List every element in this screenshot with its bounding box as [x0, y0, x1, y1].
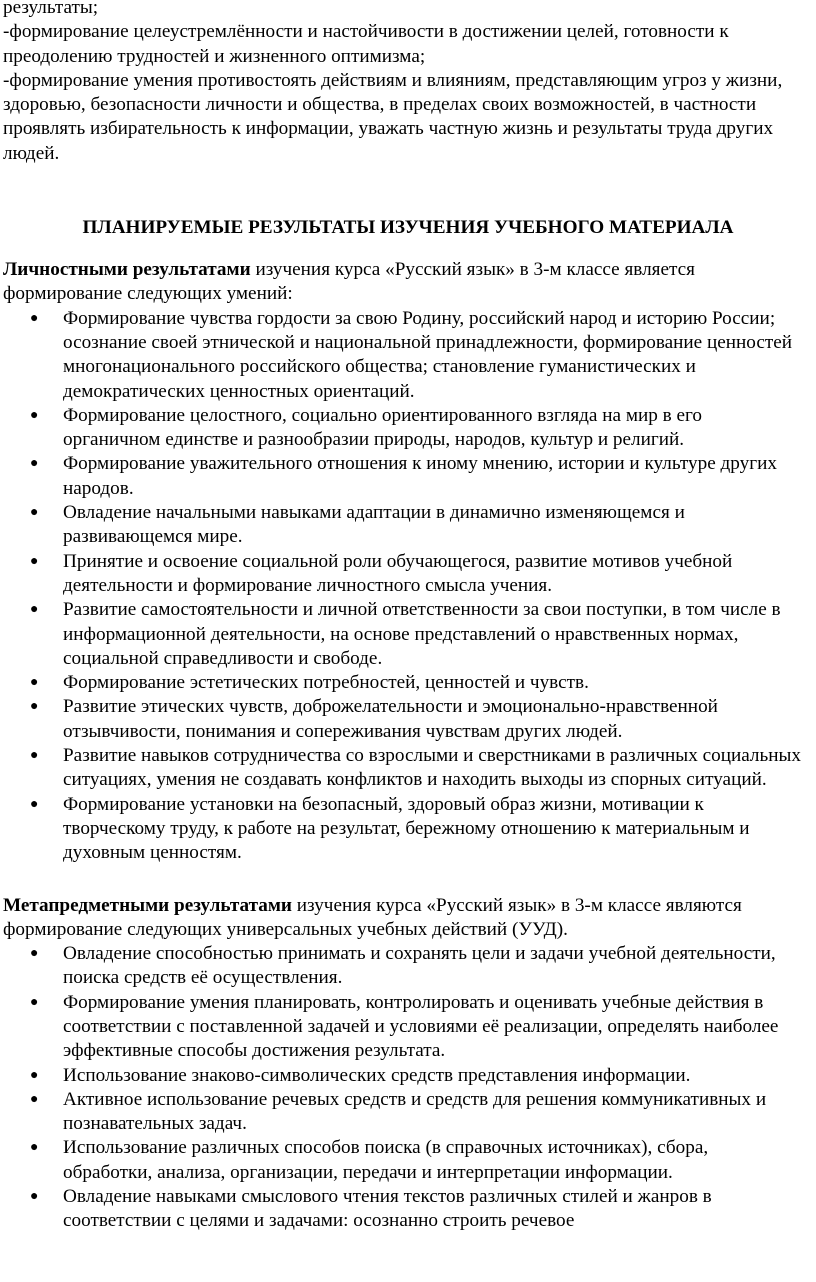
bullet-icon: ● [30, 505, 39, 521]
intro-block [0, 0, 816, 166]
list-item-text: Формирование эстетических потребностей, ценностей и чувств. [63, 672, 589, 694]
personal-results-lead-rest: изучения курса «Русский язык» в 3-м классе является формирование следующих умений: [3, 259, 695, 305]
list-item-text: Развитие самостоятельности и личной ответственности за свои поступки, в том числе в информационной деятельности, на основе представлений о нравственных нормах, социальной справедливости и свободе. [63, 599, 781, 669]
bullet-icon: ● [30, 456, 39, 472]
list-item [0, 1088, 816, 1137]
list-item-text: Формирование установки на безопасный, здоровый образ жизни, мотивации к творческому труду, к работе на результат, бережному отношению к материальным и духовным ценностям. [63, 793, 750, 864]
list-item [0, 404, 816, 453]
intro-paragraph: результаты; [3, 0, 99, 18]
list-item [0, 793, 816, 866]
list-item-text: Развитие навыков сотрудничества со взрослыми и сверстниками в различных социальных ситуациях, умения не создавать конфликтов и находить выходы из спорных ситуаций. [63, 745, 801, 791]
bullet-icon: ● [30, 310, 39, 326]
list-item-text: Использование знаково-символических средств представления информации. [63, 1064, 691, 1086]
intro-paragraph: -формирование умения противостоять действиям и влияниям, представляющим угроз у жизни, здоровью, безопасности личности и общества, в пределах своих возможностей, в частности проявлять избирательность к информации, уважать частную жизнь и результаты труда других людей. [3, 69, 783, 164]
list-item-text: Принятие и освоение социальной роли обучающегося, развитие мотивов учебной деятельности и формирование личностного смысла учения. [63, 550, 733, 596]
bullet-icon: ● [30, 699, 39, 715]
list-item [0, 1136, 816, 1185]
list-item [0, 991, 816, 1064]
list-item [0, 1185, 816, 1234]
section-heading: ПЛАНИРУЕМЫЕ РЕЗУЛЬТАТЫ ИЗУЧЕНИЯ УЧЕБНОГО МАТЕРИАЛА [82, 217, 734, 239]
bullet-icon: ● [30, 553, 39, 569]
list-item [0, 1064, 816, 1088]
list-item [0, 550, 816, 599]
list-item-text: Развитие этических чувств, доброжелательности и эмоционально-нравственной отзывчивости, понимания и сопереживания чувствам других людей. [63, 696, 718, 742]
meta-results-list [0, 942, 816, 1234]
bullet-icon: ● [30, 1091, 39, 1107]
personal-results-lead: Личностными результатами [3, 259, 251, 281]
list-item [0, 307, 816, 404]
personal-results-intro [0, 258, 816, 307]
bullet-icon: ● [30, 946, 39, 962]
list-item-text: Овладение навыками смыслового чтения текстов различных стилей и жанров в соответствии с целями и задачами: осознанно строить речевое [63, 1186, 712, 1232]
intro-paragraph: -формирование целеустремлённости и настойчивости в достижении целей, готовности к преодолению трудностей и жизненного оптимизма; [3, 21, 729, 67]
bullet-icon: ● [30, 1067, 39, 1083]
bullet-icon: ● [30, 1189, 39, 1205]
list-item-text: Использование различных способов поиска (в справочных источниках), сбора, обработки, анализа, организации, передачи и интерпретации информации. [63, 1137, 709, 1183]
list-item-text: Овладение начальными навыками адаптации в динамично изменяющемся и развивающемся мире. [63, 502, 685, 548]
list-item [0, 501, 816, 550]
personal-results-list [0, 307, 816, 866]
list-item-text: Формирование умения планировать, контролировать и оценивать учебные действия в соответствии с поставленной задачей и условиями её реализации, определять наиболее эффективные способы достижения результата. [63, 991, 779, 1062]
list-item-text: Формирование целостного, социально ориентированного взгляда на мир в его органичном единстве и разнообразии природы, народов, культур и религий. [63, 404, 702, 451]
meta-results-lead-rest: изучения курса «Русский язык» в 3-м классе являются формирование следующих универсальных учебных действий (УУД). [3, 894, 742, 940]
list-item [0, 671, 816, 695]
bullet-icon: ● [30, 407, 39, 423]
list-item [0, 695, 816, 744]
bullet-icon: ● [30, 748, 39, 764]
list-item-text: Формирование уважительного отношения к иному мнению, истории и культуре других народов. [63, 453, 777, 499]
list-item-text: Формирование чувства гордости за свою Родину, российский народ и историю России; осознание своей этнической и национальной принадлежности, формирование ценностей многонационального российского общества; становление гуманистических и демократических ценностных ориентаций. [63, 307, 793, 402]
bullet-icon: ● [30, 994, 39, 1010]
meta-results-lead: Метапредметными результатами [3, 894, 292, 916]
list-item [0, 942, 816, 991]
bullet-icon: ● [30, 675, 39, 691]
list-item-text: Активное использование речевых средств и средств для решения коммуникативных и познавательных задач. [63, 1088, 767, 1135]
list-item [0, 744, 816, 793]
bullet-icon: ● [30, 796, 39, 812]
list-item [0, 598, 816, 671]
list-item-text: Овладение способностью принимать и сохранять цели и задачи учебной деятельности, поиска средств её осуществления. [63, 943, 776, 989]
bullet-icon: ● [30, 1140, 39, 1156]
meta-results-intro [0, 894, 816, 943]
bullet-icon: ● [30, 602, 39, 618]
list-item [0, 452, 816, 501]
